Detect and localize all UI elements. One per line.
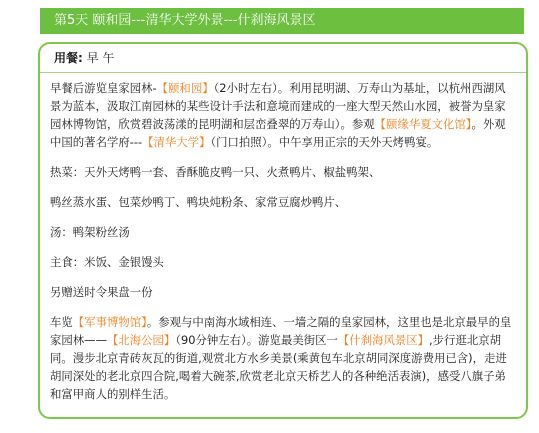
soup-line: 汤：鸭架粉丝汤 xyxy=(50,225,130,239)
text: （90分钟左右）。游览最美街区一 xyxy=(175,333,338,347)
highlight-summer-palace: 【颐和园】 xyxy=(156,81,214,95)
highlight-beihai-park: 【北海公园】 xyxy=(106,333,176,347)
text: （2小时左右）。利用昆明湖、万寿山为基址，以杭州西湖风景为蓝本，汲取江南园林的某些设计手法和意境而建成的一座大型天然山水园，被誉为皇家园林博物馆，欣赏碧波荡漾的昆明湖和层峦叠翠的万寿山）。参观 xyxy=(50,81,506,131)
text: 早餐后游览皇家园林- xyxy=(50,81,157,95)
text: （门口拍照）。中午享用正宗的天外天烤鸭宴。 xyxy=(210,135,439,149)
staple-line: 主食：米饭、金银馒头 xyxy=(50,255,164,269)
text: 。外观中国的著名学府--- xyxy=(50,117,506,149)
itinerary-card xyxy=(38,42,528,419)
hot-dishes-line-1: 热菜：天外天烤鸭一套、香酥脆皮鸭一只、火煮鸭片、椒盐鸭架、 xyxy=(50,165,381,179)
itinerary-content xyxy=(40,73,526,403)
highlight-shichahai: 【什刹海风景区】 xyxy=(337,333,430,347)
meal-value: 早 午 xyxy=(82,51,115,65)
afternoon-paragraph xyxy=(50,313,516,403)
text: 车览 xyxy=(50,315,73,329)
day-header xyxy=(40,8,524,34)
meal-label: 用餐: xyxy=(54,51,83,65)
text: 。参观与中南海水域相连、一墙之隔的皇家园林，这里也是北京最早的皇家园林—— xyxy=(50,315,512,347)
highlight-culture-hall: 【颐缘华夏文化馆】 xyxy=(374,117,472,131)
morning-paragraph xyxy=(50,79,516,151)
highlight-military-museum: 【军事博物馆】 xyxy=(72,315,147,329)
meal-row xyxy=(40,44,526,73)
hot-dishes-line-2: 鸭丝蒸水蛋、包菜炒鸭丁、鸭块炖粉条、家常豆腐炒鸭片、 xyxy=(50,195,347,209)
highlight-tsinghua: 【清华大学】 xyxy=(142,135,211,149)
text: ,步行逛北京胡同。漫步北京青砖灰瓦的街道,观赏北方水乡美景(乘黄包车北京胡同深度游费用已含)，走进胡同深处的老北京四合院,喝着大碗茶,欣赏老北京天桥艺人的各种绝活表演)，感受八旗子弟和富甲商人的别样生活。 xyxy=(50,333,507,401)
gift-line: 另赠送时令果盘一份 xyxy=(50,285,153,299)
day-title: 第5天 颐和园---清华大学外景---什刹海风景区 xyxy=(54,13,316,28)
